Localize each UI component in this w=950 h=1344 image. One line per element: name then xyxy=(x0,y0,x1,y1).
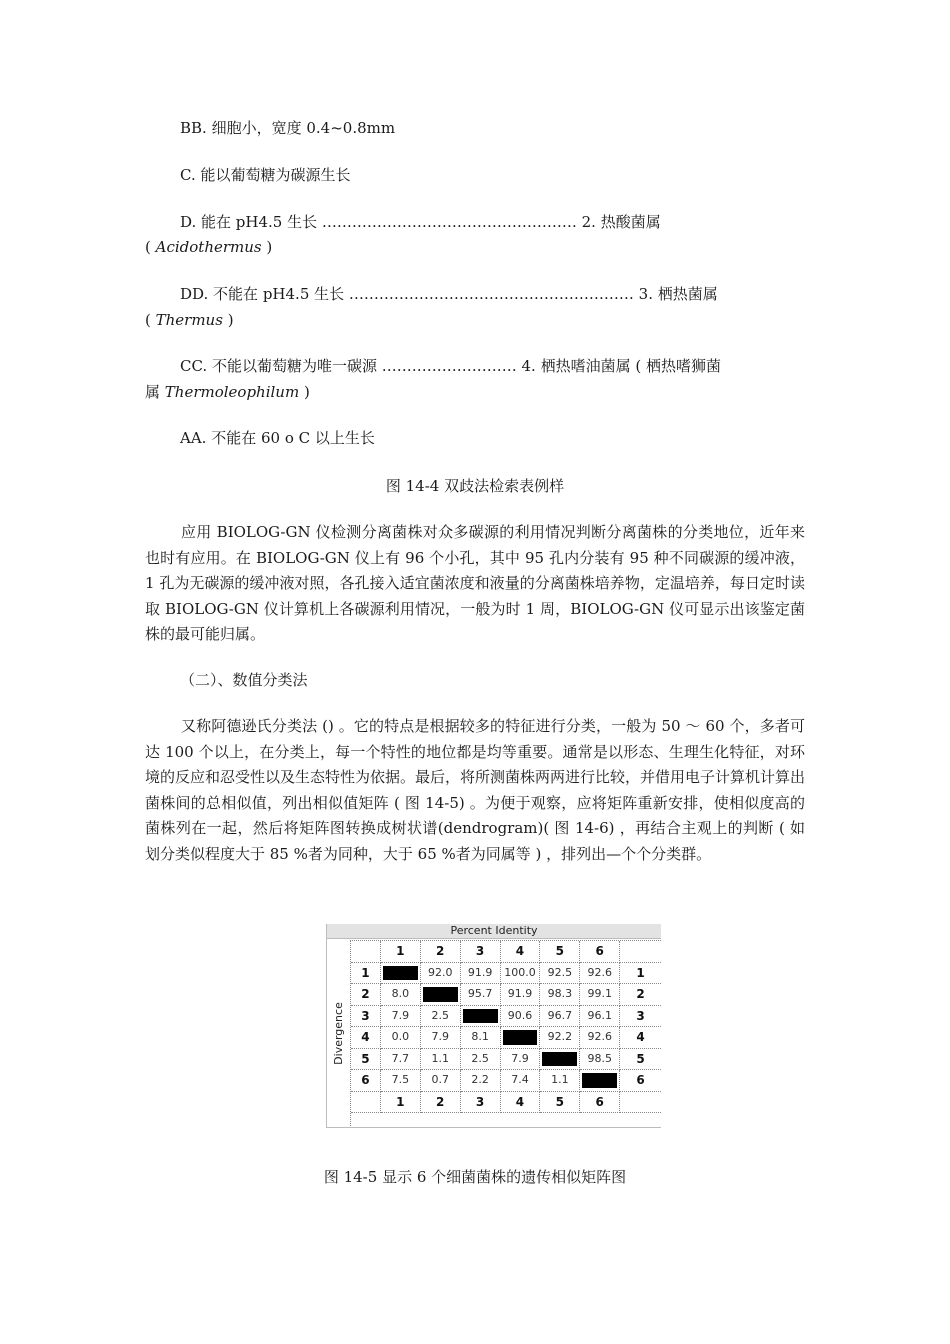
key-line-c: C. 能以葡萄糖为碳源生长 xyxy=(180,166,351,184)
diagonal-block xyxy=(383,966,418,981)
matrix-cell: 92.0 xyxy=(421,963,461,985)
matrix-row xyxy=(351,1006,661,1028)
paren-open: ( xyxy=(145,311,156,329)
paragraph-numerical-taxonomy: 又称阿德逊氏分类法 () 。它的特点是根据较多的特征进行分类，一般为 50 ～ 60 个，多者可达 100 个以上，在分类上，每一个特性的地位都是均等重要。通常是以形态、生理生化特征，对环境的反应和忍受性以及生态特性为依据。最后，将所测菌株两两进行比较，并借用电子计算机计算出菌株间的总相似值，列出相似值矩阵 ( 图 14-5) 。为便于观察，应将矩阵重新安排，使相似度高的菌株列在一起，然后将矩阵图转换成树状谱(dendrogram)( 图 14-6) ，再结合主观上的判断 ( 如划分类似程度大于 85 %者为同种，大于 65 %者为同属等 ) ，排列出—个个分类群。 xyxy=(145,717,806,863)
matrix-col-header: 6 xyxy=(580,941,620,963)
matrix-cell: 96.1 xyxy=(580,1006,620,1028)
matrix-row xyxy=(351,1027,661,1049)
matrix-cell: 0.0 xyxy=(381,1027,421,1049)
matrix-header-row-bottom xyxy=(351,1092,661,1114)
key-line-cc-genus xyxy=(145,382,310,402)
matrix-col-header: 2 xyxy=(421,941,461,963)
matrix-diagonal-cell xyxy=(501,1027,541,1049)
diagonal-block xyxy=(582,1073,617,1088)
matrix-edge xyxy=(620,941,661,963)
matrix-cell: 98.3 xyxy=(540,984,580,1006)
matrix-row-header-right: 5 xyxy=(620,1049,661,1071)
similarity-matrix-figure xyxy=(326,924,661,1128)
paren-close: ) xyxy=(222,311,234,329)
matrix-cell: 8.1 xyxy=(461,1027,501,1049)
key-line-cc: CC. 不能以葡萄糖为唯一碳源 ……………………… 4. 栖热嗜油菌属 ( 栖热嗜狮菌 xyxy=(180,357,721,375)
matrix-diagonal-cell xyxy=(580,1070,620,1092)
matrix-col-header: 1 xyxy=(381,941,421,963)
matrix-row-header-right: 1 xyxy=(620,963,661,985)
paragraph-biolog: 应用 BIOLOG-GN 仪检测分离菌株对众多碳源的利用情况判断分离菌株的分类地位，近年来也时有应用。在 BIOLOG-GN 仪上有 96 个小孔，其中 95 孔内分装有 95 种不同碳源的缓冲液， 1 孔为无碳源的缓冲液对照，各孔接入适宜菌浓度和液量的分离菌株培养物，定温培养，每日定时读取 BIOLOG-GN 仪计算机上各碳源利用情况，一般为时 1 周，BIOLOG-GN 仪可显示出该鉴定菌株的最可能归属。 xyxy=(145,523,805,643)
matrix-cell: 7.5 xyxy=(381,1070,421,1092)
genus-thermus: Thermus xyxy=(155,311,223,329)
matrix-grid xyxy=(350,940,661,1126)
matrix-cell: 2.2 xyxy=(461,1070,501,1092)
matrix-edge xyxy=(620,1092,661,1114)
matrix-cell: 7.7 xyxy=(381,1049,421,1071)
matrix-row-header: 1 xyxy=(351,963,381,985)
matrix-title: Percent Identity xyxy=(327,924,661,939)
matrix-cell: 100.0 xyxy=(501,963,541,985)
matrix-cell: 1.1 xyxy=(421,1049,461,1071)
matrix-row-header-right: 2 xyxy=(620,984,661,1006)
matrix-diagonal-cell xyxy=(381,963,421,985)
matrix-row-header: 4 xyxy=(351,1027,381,1049)
genus-prefix: 属 xyxy=(145,383,165,401)
matrix-col-header: 5 xyxy=(540,941,580,963)
figure-caption-14-5: 图 14-5 显示 6 个细菌菌株的遗传相似矩阵图 xyxy=(323,1168,627,1186)
matrix-cell: 7.9 xyxy=(501,1049,541,1071)
key-line-bb: BB. 细胞小，宽度 0.4~0.8mm xyxy=(180,119,396,137)
matrix-cell: 1.1 xyxy=(540,1070,580,1092)
matrix-col-header-bottom: 2 xyxy=(421,1092,461,1114)
paren-close: ) xyxy=(299,383,310,401)
matrix-side-label-wrap xyxy=(328,940,348,1126)
matrix-row-header: 6 xyxy=(351,1070,381,1092)
matrix-cell: 98.5 xyxy=(580,1049,620,1071)
key-line-d-genus xyxy=(145,237,272,257)
matrix-cell: 92.6 xyxy=(580,963,620,985)
matrix-cell: 2.5 xyxy=(461,1049,501,1071)
matrix-cell: 0.7 xyxy=(421,1070,461,1092)
matrix-cell: 92.2 xyxy=(540,1027,580,1049)
matrix-header-row-top xyxy=(351,941,661,963)
matrix-col-header-bottom: 4 xyxy=(501,1092,541,1114)
matrix-row-header-right: 3 xyxy=(620,1006,661,1028)
matrix-cell: 2.5 xyxy=(421,1006,461,1028)
diagonal-block xyxy=(542,1052,577,1067)
matrix-cell: 8.0 xyxy=(381,984,421,1006)
matrix-row xyxy=(351,963,661,985)
paren-open: ( xyxy=(145,238,156,256)
matrix-corner xyxy=(351,941,381,963)
key-line-dd-genus xyxy=(145,310,234,330)
matrix-row-header: 5 xyxy=(351,1049,381,1071)
matrix-row xyxy=(351,1070,661,1092)
matrix-diagonal-cell xyxy=(540,1049,580,1071)
matrix-cell: 7.9 xyxy=(421,1027,461,1049)
matrix-row-header: 2 xyxy=(351,984,381,1006)
genus-acidothermus: Acidothermus xyxy=(155,238,262,256)
matrix-col-header: 3 xyxy=(461,941,501,963)
matrix-col-header-bottom: 5 xyxy=(540,1092,580,1114)
matrix-diagonal-cell xyxy=(421,984,461,1006)
diagonal-block xyxy=(503,1030,538,1045)
matrix-row-header-right: 6 xyxy=(620,1070,661,1092)
matrix-cell: 99.1 xyxy=(580,984,620,1006)
key-line-aa: AA. 不能在 60 o C 以上生长 xyxy=(180,429,375,447)
paren-close: ) xyxy=(261,238,273,256)
matrix-side-label: Divergence xyxy=(331,1001,345,1065)
key-line-dd: DD. 不能在 pH4.5 生长 ………………………………………………… 3. 栖热菌属 xyxy=(180,285,718,303)
matrix-row-header: 3 xyxy=(351,1006,381,1028)
section-heading: （二）、数值分类法 xyxy=(180,671,308,689)
matrix-col-header: 4 xyxy=(501,941,541,963)
matrix-cell: 96.7 xyxy=(540,1006,580,1028)
diagonal-block xyxy=(423,987,458,1002)
matrix-col-header-bottom: 1 xyxy=(381,1092,421,1114)
matrix-cell: 95.7 xyxy=(461,984,501,1006)
matrix-cell: 92.5 xyxy=(540,963,580,985)
matrix-cell: 7.9 xyxy=(381,1006,421,1028)
genus-thermoleophilum: Thermoleophilum xyxy=(164,383,300,401)
matrix-cell: 7.4 xyxy=(501,1070,541,1092)
matrix-cell: 90.6 xyxy=(501,1006,541,1028)
matrix-cell: 91.9 xyxy=(501,984,541,1006)
figure-caption-14-4: 图 14-4 双歧法检索表例样 xyxy=(385,477,565,495)
matrix-col-header-bottom: 6 xyxy=(580,1092,620,1114)
matrix-cell: 92.6 xyxy=(580,1027,620,1049)
diagonal-block xyxy=(463,1009,498,1024)
matrix-diagonal-cell xyxy=(461,1006,501,1028)
matrix-row xyxy=(351,1049,661,1071)
matrix-row-header-right: 4 xyxy=(620,1027,661,1049)
matrix-col-header-bottom: 3 xyxy=(461,1092,501,1114)
key-line-d: D. 能在 pH4.5 生长 …………………………………………… 2. 热酸菌属 xyxy=(180,213,661,231)
matrix-cell: 91.9 xyxy=(461,963,501,985)
matrix-row xyxy=(351,984,661,1006)
matrix-corner xyxy=(351,1092,381,1114)
